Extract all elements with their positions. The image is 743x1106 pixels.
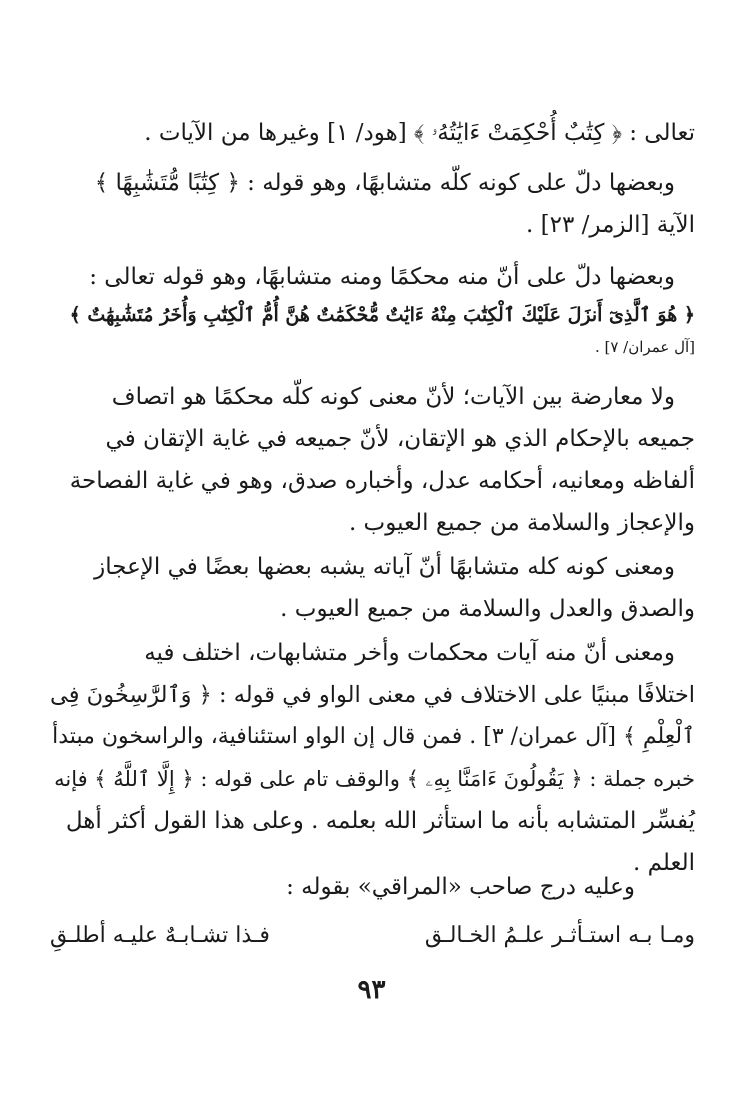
text-line: العلم .: [632, 850, 695, 876]
paragraph-4: [50, 376, 695, 544]
text-line: ألفاظه ومعانيه، أحكامه عدل، وأخباره صدق، وهو في غاية الفصاحة: [69, 468, 695, 494]
paragraph-5: [50, 546, 695, 630]
text-line: وبعضها دلّ على أنّ منه محكمًا ومنه متشابهًا، وهو قوله تعالى :: [89, 264, 675, 290]
page-number: ٩٣: [357, 975, 386, 1005]
quran-verse: ﴿ هُوَ ٱلَّذِىٓ أَنزَلَ عَلَيْكَ ٱلْكِتَٰبَ مِنْهُ ءَايَٰتٌ مُّحْكَمَٰتٌ هُنَّ أُمُّ ٱلْكِتَٰبِ وَأُخَرُ مُتَشَٰبِهَٰتٌ ﴾: [69, 304, 695, 326]
verse-reference: [آل عمران/ ٧] .: [594, 338, 695, 356]
text-line: والصدق والعدل والسلامة من جميع العيوب .: [280, 596, 695, 622]
paragraph-6: [50, 632, 695, 884]
text-line: يُفسِّر المتشابه بأنه ما استأثر الله بعلمه . وعلى هذا القول أكثر أهل: [65, 808, 695, 834]
text-line: جميعه بالإحكام الذي هو الإتقان، لأنّ جميعه في غاية الإتقان في: [105, 426, 695, 452]
paragraph-7: [50, 866, 695, 908]
verse-hemistich-second: فـذا تشـابـهٌ عليـه أطلـقِ: [50, 923, 270, 948]
paragraph-2: [50, 162, 695, 246]
text-line: وبعضها دلّ على كونه كلّه متشابهًا، وهو قوله : ﴿ كِتَٰبًا مُّتَشَٰبِهًا ﴾: [94, 170, 675, 196]
text-line: ومعنى أنّ منه آيات محكمات وأخر متشابهات، اختلف فيه: [144, 640, 675, 666]
paragraph-3: [50, 256, 695, 362]
paragraph-1: [50, 112, 695, 154]
text-line: الآية [الزمر/ ٢٣] .: [525, 212, 695, 238]
text-line: والإعجاز والسلامة من جميع العيوب .: [348, 510, 695, 536]
text-line: ومعنى كونه كله متشابهًا أنّ آياته يشبه بعضها بعضًا في الإعجاز: [94, 554, 675, 580]
text-line: ٱلْعِلْمِ ﴾ [آل عمران/ ٣] . فمن قال إن الواو استئنافية، والراسخون مبتدأ: [52, 724, 695, 749]
text-line: ولا معارضة بين الآيات؛ لأنّ معنى كونه كلّه محكمًا هو اتصاف: [111, 384, 675, 410]
verse-hemistich-first: ومـا بـه استـأثـر علـمُ الخـالـق: [424, 923, 695, 948]
text-line: وعليه درج صاحب «المراقي» بقوله :: [286, 874, 635, 900]
text-line: تعالى : ﴿ كِتَٰبٌ أُحْكِمَتْ ءَايَٰتُهُۥ ﴾ [هود/ ١] وغيرها من الآيات .: [144, 120, 695, 146]
text-line: خبره جملة : ﴿ يَقُولُونَ ءَامَنَّا بِهِۦ ﴾ والوقف تام على قوله : ﴿ إِلَّا ٱللَّهُ ﴾ فإنه: [54, 767, 695, 791]
poetry-verse: [50, 912, 695, 960]
text-line: اختلافًا مبنيًا على الاختلاف في معنى الواو في قوله : ﴿ وَٱلرَّٰسِخُونَ فِى: [50, 682, 695, 708]
